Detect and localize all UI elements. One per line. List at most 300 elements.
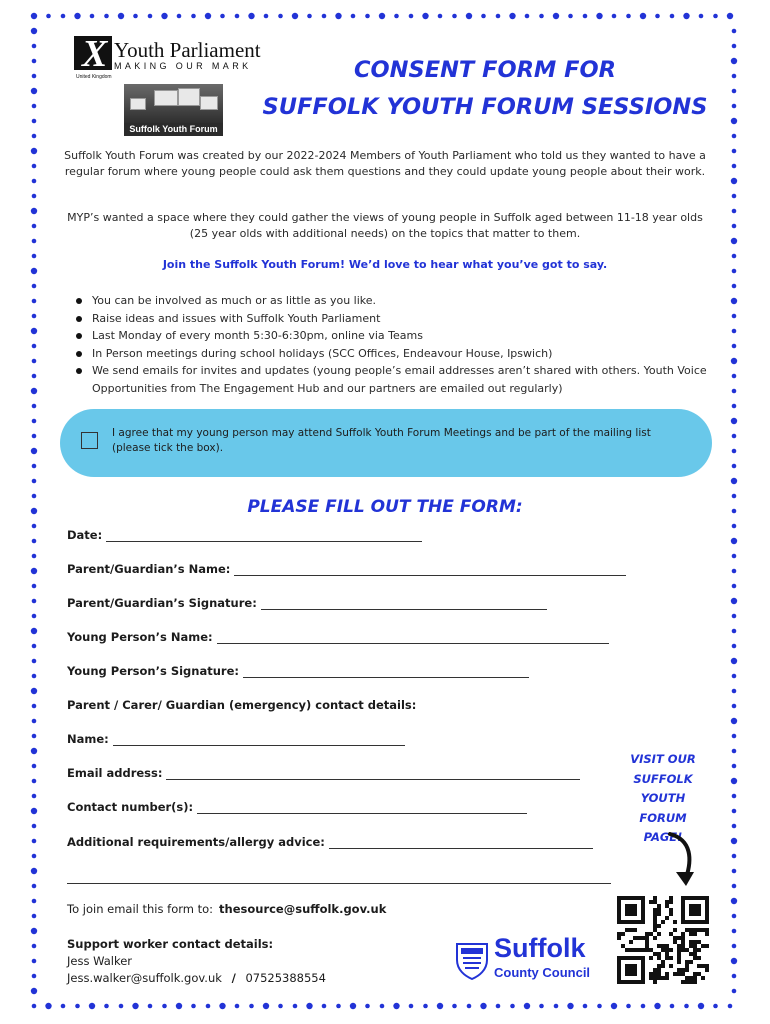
border-dot [32,179,37,184]
email-line [166,768,580,780]
qr-module [657,912,661,916]
qr-module [649,900,653,904]
qr-module [689,940,693,944]
border-dot [654,1003,660,1009]
border-dot [191,1004,196,1009]
date-line [106,530,422,542]
support-name: Jess Walker [67,954,133,968]
qr-module [653,920,657,924]
qr-module [629,940,633,944]
border-dot [732,374,737,379]
young-signature-input[interactable] [243,669,529,680]
qr-module [689,928,693,932]
qr-module [649,948,653,952]
qr-module [661,960,665,964]
border-dot [32,194,37,199]
border-dot [732,224,737,229]
additional-line [329,837,593,849]
border-dot [437,1003,443,1009]
qr-module [657,904,661,908]
name-line [113,734,405,746]
qr-module [665,944,669,948]
intro-paragraph-2: MYP’s wanted a space where they could gather the views of young people in Suffolk aged between 11-18 year olds (25 year olds with additional needs) on the topics that matter to them. [67,211,703,240]
border-dot [176,1003,182,1009]
border-dot [423,1004,428,1009]
qr-module [697,964,701,968]
list-item [72,362,712,397]
border-dot [32,839,37,844]
parent-name-field [67,562,626,576]
date-input[interactable] [106,533,422,544]
border-dot [292,13,298,19]
border-dot [263,1003,269,1009]
young-name-label: Young Person’s Name: [67,630,213,644]
border-dot [731,298,737,304]
border-dot [31,448,37,454]
consent-text: I agree that my young person may attend Suffolk Youth Forum Meetings and be part of the mailing list (please tick the box). [112,427,651,454]
join-email-line [67,902,386,916]
qr-module [701,944,705,948]
border-dot [732,749,737,754]
border-dot [32,854,37,859]
border-dot [32,374,37,379]
qr-module [653,912,657,916]
border-dot [132,1003,138,1009]
border-dot [626,1004,631,1009]
border-dot [31,208,37,214]
qr-module [649,932,653,936]
email-input[interactable] [166,771,580,782]
title-line-2: SUFFOLK YOUTH FORUM SESSIONS [262,94,708,120]
border-dot [731,538,737,544]
bullet-icon [76,333,82,339]
qr-module [677,948,681,952]
border-dot [438,14,443,19]
border-dot [75,1004,80,1009]
qr-module [673,936,677,940]
border-dot [732,644,737,649]
border-dot [524,1003,530,1009]
page-title [260,52,710,126]
qr-module [681,972,685,976]
border-dot [32,824,37,829]
qr-module [681,944,685,948]
qr-module [697,972,701,976]
border-dot [732,809,737,814]
qr-module [689,960,693,964]
qr-module [661,964,665,968]
border-dot [32,659,37,664]
qr-module [617,932,621,936]
border-dot [467,1004,472,1009]
qr-module [689,904,701,916]
consent-checkbox[interactable] [81,432,98,449]
border-dot [336,1004,341,1009]
border-dot [732,989,737,994]
border-dot [640,13,646,19]
border-dot [32,359,37,364]
contact-field [67,800,527,814]
qr-module [665,952,669,956]
qr-module [657,956,661,960]
border-dot [293,1004,298,1009]
border-dot [732,689,737,694]
qr-module [657,932,661,936]
border-dot [732,704,737,709]
border-dot [32,1004,37,1009]
name-label: Name: [67,732,109,746]
qr-module [677,952,681,956]
border-dot [510,1004,515,1009]
border-dot [89,1003,95,1009]
council-name: Suffolk [494,933,586,963]
border-dot [732,869,737,874]
border-dot [732,914,737,919]
border-dot [732,929,737,934]
list-item [72,327,712,345]
border-dot [32,44,37,49]
qr-module [673,940,677,944]
qr-module [665,904,669,908]
border-dot [731,58,737,64]
contact-label: Contact number(s): [67,800,194,814]
qr-module [673,972,677,976]
additional-input[interactable] [329,840,593,851]
qr-module [653,900,657,904]
bullet-text: Last Monday of every month 5:30-6:30pm, online via Teams [92,329,423,342]
qr-module [657,972,661,976]
sign-shape [178,88,200,106]
border-dot [568,14,573,19]
border-dot [732,269,737,274]
border-dot [32,599,37,604]
email-field [67,766,580,780]
border-dot [31,28,37,34]
border-dot [177,14,182,19]
qr-module [689,952,693,956]
support-label: Support worker contact details: [67,937,274,951]
border-dot [670,1004,675,1009]
border-dot [567,1003,573,1009]
border-dot [31,688,37,694]
qr-module [693,952,697,956]
border-dot [45,1003,51,1009]
qr-module [625,928,629,932]
qr-module [685,980,689,984]
date-label: Date: [67,528,103,542]
border-dot [219,1003,225,1009]
border-dot [32,119,37,124]
border-dot [32,974,37,979]
border-dot [31,808,37,814]
list-item [72,310,712,328]
border-dot [32,614,37,619]
qr-module [629,928,633,932]
qr-module [693,956,697,960]
border-dot [732,209,737,214]
border-dot [249,1004,254,1009]
border-dot [31,628,37,634]
border-dot [732,74,737,79]
border-dot [235,1004,240,1009]
border-dot [496,1004,501,1009]
form-heading: PLEASE FILL OUT THE FORM: [247,497,523,517]
border-dot [32,104,37,109]
border-dot [31,568,37,574]
suffolk-youth-forum-logo [124,84,223,136]
qr-module [653,980,657,984]
border-dot [732,494,737,499]
border-dot [31,328,37,334]
border-dot [732,284,737,289]
border-dot [684,1004,689,1009]
border-dot [32,74,37,79]
qr-module [693,932,697,936]
qr-module [629,948,633,952]
border-dot [32,794,37,799]
title-line-1: CONSENT FORM FOR [354,57,616,83]
curved-arrow-icon [662,830,702,890]
youth-parliament-mark: X [74,36,112,70]
border-dot [731,598,737,604]
join-email-address[interactable]: thesource@suffolk.gov.uk [219,902,387,916]
qr-module [685,976,689,980]
qr-module [677,936,681,940]
qr-module [657,976,661,980]
border-dot [365,14,370,19]
border-dot [32,704,37,709]
emergency-heading-label: Parent / Carer/ Guardian (emergency) contact details: [67,698,417,712]
border-dot [306,1003,312,1009]
border-dot [731,418,737,424]
border-dot [683,13,689,19]
border-dot [264,14,269,19]
border-dot [731,178,737,184]
qr-module [653,916,657,920]
qr-module [625,964,637,976]
border-dot [713,1004,718,1009]
border-dot [365,1004,370,1009]
border-dot [731,358,737,364]
border-dot [732,89,737,94]
border-dot [583,14,588,19]
border-dot [670,14,675,19]
qr-module [649,976,653,980]
support-email[interactable]: Jess.walker@suffolk.gov.uk [67,971,222,985]
qr-module [669,900,673,904]
border-dot [74,13,80,19]
border-dot [553,13,559,19]
young-signature-label: Young Person’s Signature: [67,664,239,678]
border-dot [31,388,37,394]
qr-module [661,976,665,980]
qr-module [633,928,637,932]
border-dot [32,239,37,244]
qr-module [625,904,637,916]
bullet-icon [76,368,82,374]
border-dot [248,13,254,19]
border-dot [612,14,617,19]
visit-line-1: VISIT OUR [630,752,696,766]
list-item [72,345,712,363]
border-dot [393,1003,399,1009]
qr-module [665,900,669,904]
border-dot [713,14,718,19]
young-name-line [217,632,609,644]
border-dot [379,13,385,19]
qr-module [665,956,669,960]
suffolk-county-council-logo [452,933,612,985]
border-dot [322,1004,327,1009]
qr-module [657,968,661,972]
border-dot [452,14,457,19]
qr-module [693,980,697,984]
qr-module [669,896,673,900]
qr-module [657,964,661,968]
intro-paragraph-1: Suffolk Youth Forum was created by our 2022-2024 Members of Youth Parliament who told us they wanted to have a regular forum where young people could ask them questions and they could update young people about their work. [64,149,706,178]
border-dot [32,224,37,229]
support-contact [67,936,326,987]
border-dot [148,14,153,19]
qr-module [645,944,649,948]
youth-parliament-small: United Kingdom [76,74,112,80]
qr-module [657,952,661,956]
qr-module [681,948,685,952]
qr-module [649,956,653,960]
young-name-input[interactable] [217,635,609,646]
emergency-heading [67,698,416,712]
suffolk-youth-forum-label: Suffolk Youth Forum [124,123,223,136]
border-dot [90,14,95,19]
qr-module [653,928,657,932]
qr-module [697,928,701,932]
qr-module [705,968,709,972]
qr-module [697,940,701,944]
border-dot [732,149,737,154]
young-name-field [67,630,609,644]
youth-parliament-title: Youth Parliament [114,38,261,62]
sign-shape [154,90,178,106]
border-dot [732,434,737,439]
name-input[interactable] [113,737,405,748]
border-dot [162,1004,167,1009]
info-bullet-list [72,292,712,397]
border-dot [278,1004,283,1009]
qr-module [645,940,649,944]
border-dot [104,14,109,19]
border-dot [31,148,37,154]
border-dot [480,1003,486,1009]
visit-line-2: SUFFOLK [633,771,693,786]
border-dot [731,238,737,244]
qr-module [645,936,649,940]
qr-module [685,948,689,952]
border-dot [732,344,737,349]
border-dot [32,539,37,544]
border-dot [104,1004,109,1009]
border-dot [731,118,737,124]
border-dot [119,1004,124,1009]
visit-line-4: PAGE! [643,830,683,844]
qr-module [689,944,693,948]
border-dot [46,14,51,19]
qr-module [673,920,677,924]
border-dot [554,1004,559,1009]
qr-module [705,944,709,948]
contact-input[interactable] [197,805,527,816]
border-dot [31,988,37,994]
parent-name-input[interactable] [234,567,626,578]
border-dot [732,509,737,514]
border-dot [394,14,399,19]
border-dot [32,899,37,904]
sign-shape [130,98,146,110]
additional-extra-line[interactable] [67,883,611,884]
qr-module [701,928,705,932]
qr-module [657,924,661,928]
qr-module [689,976,693,980]
border-dot [732,614,737,619]
border-dot [206,1004,211,1009]
date-field [67,528,422,542]
name-field [67,732,405,746]
qr-module [693,948,697,952]
qr-module [649,972,653,976]
qr-module [653,976,657,980]
border-dot [148,1004,153,1009]
qr-module [669,956,673,960]
parent-signature-label: Parent/Guardian’s Signature: [67,596,257,610]
border-dot [32,764,37,769]
border-dot [525,14,530,19]
border-dot [583,1004,588,1009]
qr-module [705,928,709,932]
border-dot [731,838,737,844]
border-dot [31,13,37,19]
qr-module [669,908,673,912]
border-dot [496,14,501,19]
parent-signature-line [261,598,547,610]
border-dot [32,419,37,424]
border-dot [732,314,737,319]
border-dot [235,14,240,19]
young-signature-field [67,664,529,678]
border-dot [452,1004,457,1009]
border-dot [32,164,37,169]
border-dot [31,748,37,754]
border-dot [205,13,211,19]
support-separator: / [231,971,236,985]
qr-module [693,928,697,932]
border-dot [727,13,733,19]
border-dot [32,344,37,349]
qr-code[interactable] [617,896,709,984]
border-dot [596,13,602,19]
qr-module [653,936,657,940]
border-dot [32,914,37,919]
border-dot [220,14,225,19]
qr-module [681,940,685,944]
border-dot [161,13,167,19]
border-dot [32,959,37,964]
border-dot [32,674,37,679]
support-phone[interactable]: 07525388554 [245,971,326,985]
border-dot [32,494,37,499]
additional-label: Additional requirements/allergy advice: [67,835,325,849]
qr-module [661,944,665,948]
border-dot [322,14,327,19]
parent-signature-input[interactable] [261,601,547,612]
